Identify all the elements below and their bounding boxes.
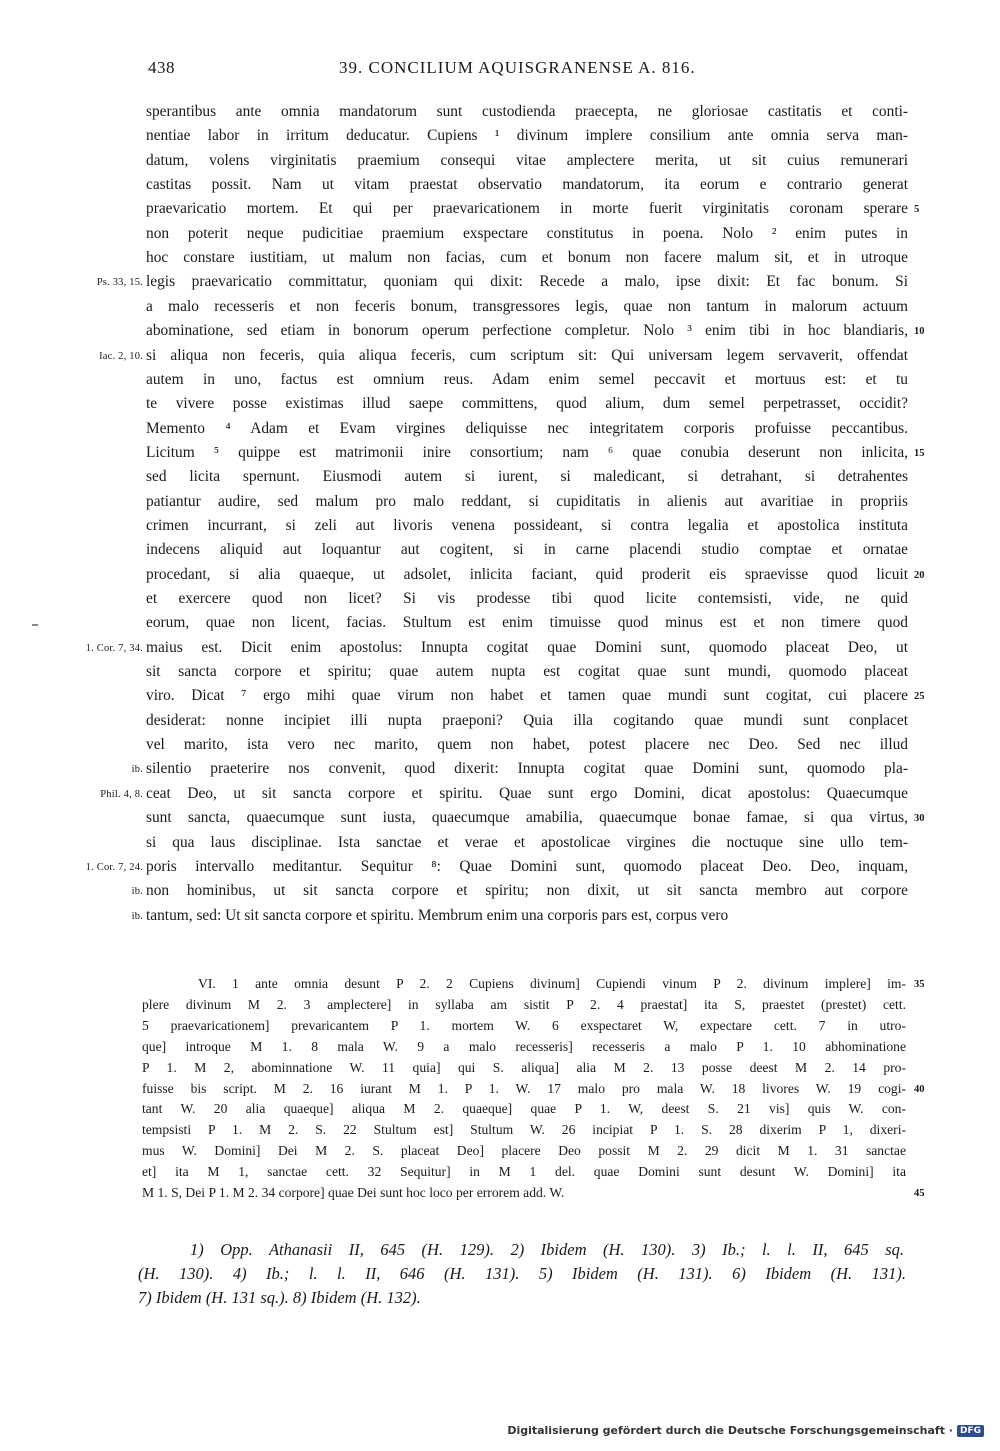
margin-reference: ib. xyxy=(131,910,143,922)
main-text-line: vel marito, ista vero nec marito, quem non habet, potest placere nec Deo. Sed nec illud xyxy=(146,736,908,754)
margin-reference: 1. Cor. 7, 24. xyxy=(85,861,143,873)
line-number: 15 xyxy=(914,447,925,459)
digitization-footer xyxy=(507,1424,984,1437)
main-text-line: poris intervallo meditantur. Sequitur ⁸: Quae Domini sunt, quomodo placeat Deo. Deo, inquam, xyxy=(146,857,908,875)
main-text-line: silentio praeterire nos convenit, quod dixerit: Innupta cogitat quae Domini sunt, quomodo pla- xyxy=(146,760,908,778)
margin-reference: ib. xyxy=(131,764,143,776)
apparatus-line: tempsisti P 1. M 2. S. 22 Stultum est] Stultum W. 26 incipiat P 1. S. 28 dixerim P 1, dixeri- xyxy=(142,1122,906,1138)
main-text-line: nentiae labor in irritum deducatur. Cupiens ¹ divinum implere consilium ante omnia serva man- xyxy=(146,127,908,145)
apparatus-line: tant W. 20 alia quaeque] aliqua M 2. quaeque] quae P 1. W, deest S. 21 vis] quis W. con- xyxy=(142,1101,906,1117)
footer-text: Digitalisierung gefördert durch die Deutsche Forschungsgemeinschaft · xyxy=(507,1424,953,1437)
margin-reference: Iac. 2, 10. xyxy=(99,350,143,362)
line-number: 20 xyxy=(914,569,925,581)
apparatus-line: VI. 1 ante omnia desunt P 2. 2 Cupiens divinum] Cupiendi vinum P 2. divinum implere] im- xyxy=(198,976,906,991)
main-text-line: maius est. Dicit enim apostolus: Innupta cogitat quae Domini sunt, quomodo placeat Deo, ut xyxy=(146,638,908,656)
margin-reference: 1. Cor. 7, 34. xyxy=(85,642,143,654)
main-text-line: sit sancta corpore et spiritu; quae autem nupta est cogitat quae sunt mundi, quomodo placeat xyxy=(146,663,908,681)
main-text-line: desiderat: nonne incipiet illi nupta praeponi? Quia illa cogitando quae mundi sunt conplacet xyxy=(146,711,908,729)
main-text-line: sed licita spernunt. Eiusmodi autem si iurent, si maledicant, si detrahant, si detrahentes xyxy=(146,468,908,486)
main-text-line: non hominibus, ut sit sancta corpore et spiritu; non dixit, ut sit sancta membro aut corpore xyxy=(146,882,908,900)
main-text-line: si qua laus disciplinae. Ista sanctae et verae et apostolicae virgines die noctuque sine ullo tem- xyxy=(146,833,908,851)
main-text-line: patiantur audire, sed malum pro malo reddant, si cupiditatis in alienis aut avaritiae in propriis xyxy=(146,492,908,510)
line-number: 25 xyxy=(914,691,925,703)
apparatus-line: que] introque M 1. 8 mala W. 9 a malo recesseris] recesseris a malo P 1. 10 abhominatione xyxy=(142,1038,906,1054)
apparatus-line-number: 45 xyxy=(914,1188,925,1199)
main-text-line: non poterit neque pudicitiae praemium exspectare constitutus in poena. Nolo ² enim putes in xyxy=(146,224,908,242)
main-text-line: Licitum ⁵ quippe est matrimonii inire consortium; nam ⁶ quae conubia deserunt non inlicita, xyxy=(146,443,908,461)
margin-reference: Phil. 4, 8. xyxy=(100,788,143,800)
main-text-line: te vivere posse existimas illud saepe committens, quod alium, dum semel perpetrasset, occidit? xyxy=(146,395,908,413)
main-text-line: Memento ⁴ Adam et Evam virgines deliquisse nec integritatem corporis profuisse peccantibus. xyxy=(146,419,908,437)
main-text-line: abominatione, sed etiam in bonorum operum perfectione completur. Nolo ³ enim tibi in hoc blandiaris, xyxy=(146,322,908,340)
main-text-line: viro. Dicat ⁷ ergo mihi quae virum non habet et tamen quae mundi sunt cogitat, cui placere xyxy=(146,687,908,705)
main-text-line: sperantibus ante omnia mandatorum sunt custodienda praecepta, ne gloriosae castitatis et conti- xyxy=(146,103,908,120)
page-title: 39. CONCILIUM AQUISGRANENSE A. 816. xyxy=(339,58,696,77)
main-text-line: hoc constare iustitiam, ut malum non facias, cum et bonum non facere malum sit, et in utroque xyxy=(146,249,908,267)
page-number: 438 xyxy=(148,58,175,77)
main-text-line: legis praevaricatio committatur, quoniam qui dixit: Recede a malo, ipse dixit: Et fac bonum. Si xyxy=(146,273,908,291)
scan-mark xyxy=(32,624,38,626)
main-text-line: crimen incurrant, si zeli aut livoris venena possideant, si contra legalia et apostolica instituta xyxy=(146,516,908,534)
main-text-line: ceat Deo, ut sit sancta corpore et spiritu. Quae sunt ergo Domini, dicat apostolus: Quaecumque xyxy=(146,784,908,802)
apparatus-line-number: 40 xyxy=(914,1083,925,1095)
main-text-line: procedant, si alia quaeque, ut adsolet, inlicita faciant, quid proderit eis spraevisse quod licuit xyxy=(146,565,908,583)
apparatus-line: et] ita M 1, sanctae cett. 32 Sequitur] in M 1 del. quae Domini sunt desunt W. Domini] ita xyxy=(142,1164,906,1180)
main-text-line: si aliqua non feceris, quia aliqua feceris, cum scriptum sit: Qui universam legem servaverit, offendat xyxy=(146,346,908,364)
main-text-line: et exercere quod non licet? Si vis prodesse tibi quod licite contemsisti, vide, ne quid xyxy=(146,590,908,607)
main-text-line: castitas possit. Nam ut vitam praestat observatio mandatorum, ita eorum e contrario generat xyxy=(146,176,908,194)
main-text-line: autem in uno, factus est omnium reus. Adam enim semel peccavit et mortuus est: et tu xyxy=(146,370,908,388)
main-text-line: tantum, sed: Ut sit sancta corpore et spiritu. Membrum enim una corporis pars est, corpus vero xyxy=(146,906,729,924)
main-text-line: sunt sancta, quaecumque sunt iusta, quaecumque amabilia, quaecumque bonae famae, si qua virtus, xyxy=(146,809,908,827)
footnote-line: 7) Ibidem (H. 131 sq.). 8) Ibidem (H. 132). xyxy=(138,1288,421,1307)
margin-reference: Ps. 33, 15. xyxy=(96,277,143,289)
main-text-line: datum, volens virginitatis praemium consequi vitae amplectere merita, ut sit cuius remunerari xyxy=(146,151,908,169)
main-text-line: indecens aliquid aut loquantur aut cogitent, si in carne placendi studio comptae et ornatae xyxy=(146,541,908,559)
main-text-line: eorum, quae non licent, facias. Stultum est enim timuisse quod minus est et non timere quod xyxy=(146,614,908,632)
footnote-line: (H. 130). 4) Ib.; l. l. II, 646 (H. 131). 5) Ibidem (H. 131). 6) Ibidem (H. 131). xyxy=(138,1264,906,1283)
apparatus-line: M 1. S, Dei P 1. M 2. 34 corpore] quae Dei sunt hoc loco per errorem add. W. xyxy=(142,1185,565,1200)
line-number: 5 xyxy=(914,204,920,216)
dfg-logo-icon: DFG xyxy=(957,1425,984,1437)
line-number: 30 xyxy=(914,813,925,825)
apparatus-line: P 1. M 2, abominnatione W. 11 quia] qui S. aliqua] alia M 2. 13 posse deest M 2. 14 pro- xyxy=(142,1059,906,1075)
margin-reference: ib. xyxy=(131,886,143,898)
main-text-line: praevaricatio mortem. Et qui per praevaricationem in morte fuerit virginitatis coronam sperare xyxy=(146,200,908,218)
main-text-line: a malo recesseris et non feceris bonum, transgressores legis, quae non tantum in malorum actuum xyxy=(146,297,908,315)
apparatus-line-number: 35 xyxy=(914,979,925,990)
line-number: 10 xyxy=(914,326,925,338)
apparatus-line: 5 praevaricationem] prevaricantem P 1. mortem W. 6 exspectaret W, expectare cett. 7 in utro- xyxy=(142,1017,906,1033)
apparatus-line: mus W. Domini] Dei M 2. S. placeat Deo] placere Deo possit M 2. 29 dicit M 1. 31 sanctae xyxy=(142,1143,906,1159)
apparatus-line: plere divinum M 2. 3 amplectere] in syllaba am sistit P 2. 4 praestat] ita S, praestet (prestet) cett. xyxy=(142,996,906,1012)
apparatus-line: fuisse bis script. M 2. 16 iurant M 1. P 1. W. 17 malo pro mala W. 18 livores W. 19 cogi- xyxy=(142,1080,906,1096)
footnote-line: 1) Opp. Athanasii II, 645 (H. 129). 2) Ibidem (H. 130). 3) Ib.; l. l. II, 645 sq. xyxy=(190,1240,904,1259)
